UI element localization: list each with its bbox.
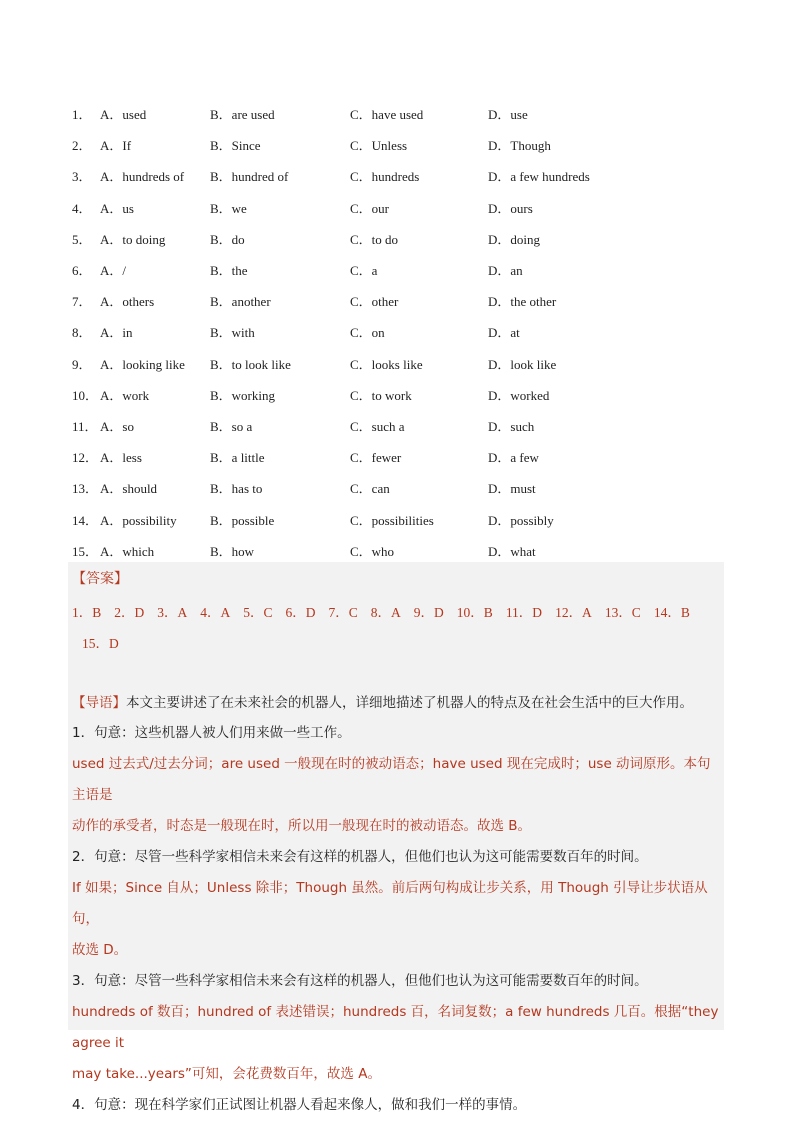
option-d: D．a few [488,450,539,466]
option-d: D．at [488,325,520,341]
option-d: D．must [488,481,536,497]
option-c: C．hundreds [350,169,420,185]
option-c: C．fewer [350,450,402,466]
option-c: C．to do [350,231,399,247]
option-b: B．another [210,294,271,310]
explanation-2-analysis: If 如果；Since 自从；Unless 除非；Though 虽然。前后两句构成让步关系，用 Though 引导让步状语从句， [72,880,708,927]
answer-item: 9．D [413,605,444,620]
option-a: A．which [100,543,155,559]
option-a: A．in [100,325,133,341]
option-c: C．possibilities [350,512,434,528]
option-b: B．the [210,263,248,279]
question-row [72,472,732,503]
option-d: D．a few hundreds [488,169,590,185]
question-number: 13． [72,481,99,497]
option-b: B．are used [210,107,275,123]
question-row [72,160,732,191]
option-c: C．our [350,200,390,216]
answer-item: 11．D [505,605,543,620]
option-c: C．on [350,325,385,341]
answer-item: 4．A [200,605,231,620]
question-row [72,285,732,316]
option-d: D．Though [488,138,551,154]
question-number: 4． [72,200,92,216]
option-d: D．possibly [488,512,554,528]
option-b: B．with [210,325,255,341]
explanation-1-analysis: used 过去式/过去分词；are used 一般现在时的被动语态；have used 现在完成时；use 动词原形。本句主语是 [72,756,711,803]
option-a: A．so [100,418,134,434]
explanation-3-question: 3．句意：尽管一些科学家相信未来会有这样的机器人，但他们也认为这可能需要数百年的时间。 [72,973,648,989]
answer-item: 5．C [243,605,273,620]
guide-tag: 【导语】 [72,695,126,711]
option-b: B．hundred of [210,169,289,185]
question-number: 15． [72,543,99,559]
answer-item: 15．D [82,636,119,651]
answer-item: 10．B [456,605,493,620]
option-a: A．possibility [100,512,177,528]
option-a: A．hundreds of [100,169,185,185]
option-c: C．who [350,543,395,559]
option-c: C．a [350,263,378,279]
option-a: A．to doing [100,231,166,247]
option-d: D．an [488,263,523,279]
option-d: D．look like [488,356,557,372]
question-row [72,192,732,223]
question-number: 2． [72,138,92,154]
answer-item: 12．A [555,605,592,620]
option-b: B．Since [210,138,261,154]
answer-item: 3．A [157,605,188,620]
option-b: B．working [210,387,276,403]
option-d: D．doing [488,231,541,247]
option-a: A．less [100,450,142,466]
question-row [72,254,732,285]
option-c: C．looks like [350,356,423,372]
question-number: 6． [72,263,92,279]
option-b: B．so a [210,418,253,434]
option-d: D．worked [488,387,550,403]
question-row [72,441,732,472]
question-number: 1． [72,107,92,123]
answer-item: 14．B [653,605,690,620]
option-c: C．have used [350,107,424,123]
answer-item: 2．D [114,605,145,620]
question-number: 8． [72,325,92,341]
option-d: D．use [488,107,528,123]
option-a: A．others [100,294,155,310]
option-c: C．to work [350,387,412,403]
explanation-4-question: 4．句意：现在科学家们正试图让机器人看起来像人，做和我们一样的事情。 [72,1097,527,1113]
question-number: 10． [72,387,99,403]
question-row [72,98,732,129]
answer-item: 8．A [370,605,401,620]
explanation-1-analysis-cont: 动作的承受者，时态是一般现在时，所以用一般现在时的被动语态。故选 B。 [72,818,532,834]
option-a: A．used [100,107,147,123]
guide-text: 本文主要讲述了在未来社会的机器人，详细地描述了机器人的特点及在社会生活中的巨大作用。 [126,695,693,711]
option-b: B．to look like [210,356,291,372]
option-c: C．other [350,294,399,310]
explanation-3-analysis-cont: may take...years”可知，会花费数百年，故选 A。 [72,1066,381,1082]
question-number: 3． [72,169,92,185]
question-row [72,348,732,379]
question-number: 11． [72,418,98,434]
options-list [72,98,732,566]
question-row [72,316,732,347]
guide-line [72,688,724,718]
option-b: B．we [210,200,247,216]
option-b: B．how [210,543,255,559]
answer-item: 7．C [328,605,358,620]
question-row [72,410,732,441]
option-a: A．/ [100,263,127,279]
option-d: D．such [488,418,535,434]
question-number: 14． [72,512,99,528]
answer-item: 1．B [72,605,102,620]
option-b: B．do [210,231,245,247]
answer-list [72,597,722,659]
option-a: A．work [100,387,150,403]
option-b: B．has to [210,481,263,497]
explanation-section [72,688,724,1121]
explanation-3-analysis: hundreds of 数百；hundred of 表述错误；hundreds 百，名词复数；a few hundreds 几百。根据“they agree it [72,1004,719,1051]
option-a: A．us [100,200,134,216]
question-row [72,129,732,160]
explanation-2-question: 2．句意：尽管一些科学家相信未来会有这样的机器人，但他们也认为这可能需要数百年的时间。 [72,849,648,865]
option-b: B．possible [210,512,275,528]
question-number: 12． [72,450,99,466]
option-b: B．a little [210,450,265,466]
answer-title: 【答案】 [72,571,128,587]
option-d: D．ours [488,200,533,216]
option-a: A．If [100,138,132,154]
option-d: D．what [488,543,536,559]
option-c: C．Unless [350,138,408,154]
question-row [72,503,732,534]
question-number: 9． [72,356,92,372]
option-c: C．can [350,481,390,497]
option-d: D．the other [488,294,557,310]
question-row [72,223,732,254]
option-a: A．should [100,481,158,497]
explanation-1-question: 1．句意：这些机器人被人们用来做一些工作。 [72,725,351,741]
option-c: C．such a [350,418,405,434]
option-a: A．looking like [100,356,185,372]
answer-item: 13．C [604,605,641,620]
explanation-2-analysis-cont: 故选 D。 [72,942,128,958]
question-row [72,379,732,410]
question-number: 7． [72,294,92,310]
answer-item: 6．D [285,605,316,620]
question-number: 5． [72,231,92,247]
